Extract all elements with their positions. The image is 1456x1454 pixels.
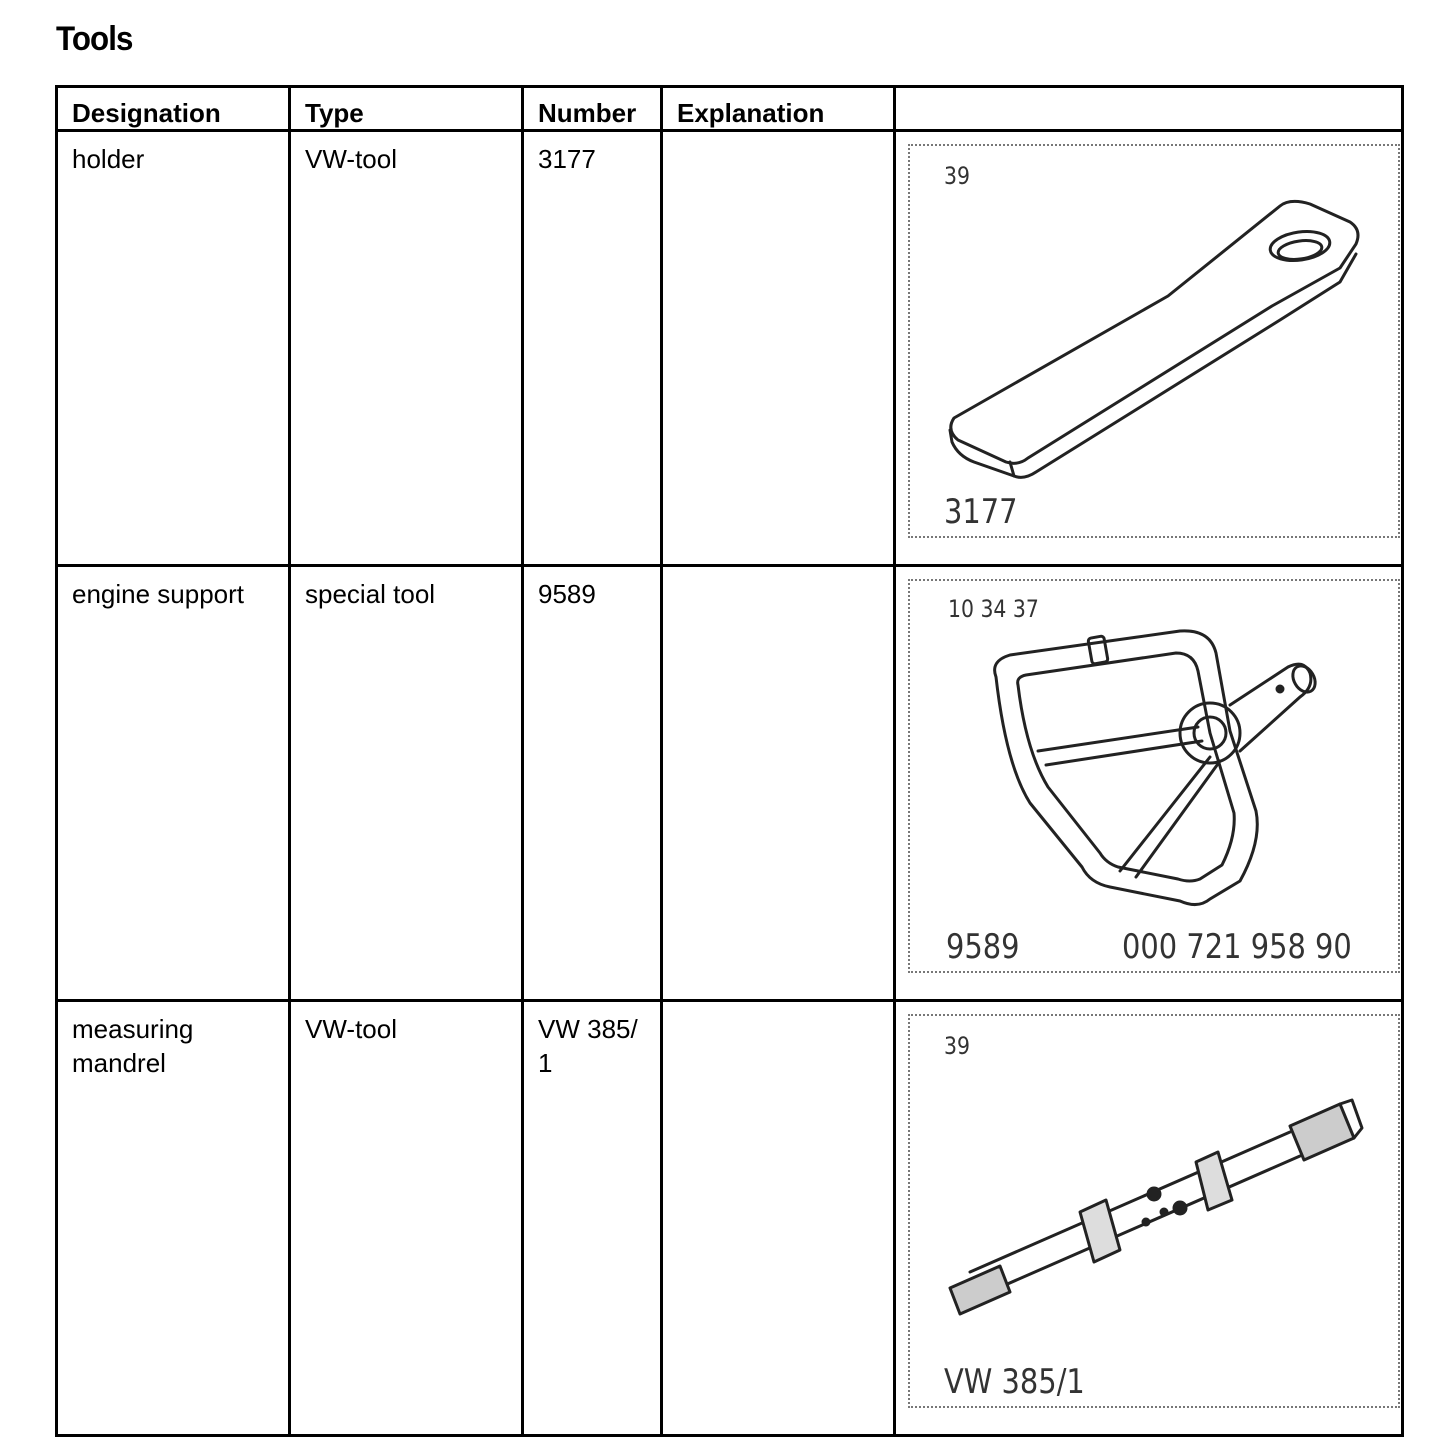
illustration-tool-number: VW 385/1 <box>944 1362 1085 1402</box>
cell-image <box>895 131 1403 566</box>
cell-type: special tool <box>290 566 523 1001</box>
page-title: Tools <box>56 20 133 58</box>
cell-explanation <box>662 131 895 566</box>
illustration-tool-number: 3177 <box>944 492 1018 532</box>
table-row <box>57 566 1403 1001</box>
column-header-number: Number <box>523 87 662 131</box>
tool-illustration <box>908 579 1400 973</box>
holder-bar-icon <box>910 146 1400 538</box>
measuring-mandrel-icon <box>910 1016 1400 1408</box>
cell-designation: measuring mandrel <box>57 1001 290 1436</box>
illustration-top-label: 10 34 37 <box>948 595 1039 623</box>
cell-explanation <box>662 1001 895 1436</box>
cell-explanation <box>662 566 895 1001</box>
engine-support-frame-icon <box>910 581 1400 973</box>
tools-table <box>55 85 1404 1437</box>
column-header-type: Type <box>290 87 523 131</box>
cell-image <box>895 1001 1403 1436</box>
cell-type: VW-tool <box>290 1001 523 1436</box>
table-row <box>57 1001 1403 1436</box>
cell-number: 3177 <box>523 131 662 566</box>
cell-type: VW-tool <box>290 131 523 566</box>
illustration-tool-number: 9589 <box>946 927 1020 967</box>
column-header-designation: Designation <box>57 87 290 131</box>
illustration-top-label: 39 <box>944 162 970 190</box>
column-header-explanation: Explanation <box>662 87 895 131</box>
cell-image <box>895 566 1403 1001</box>
tool-illustration <box>908 144 1400 538</box>
header-row <box>57 87 1403 131</box>
illustration-top-label: 39 <box>944 1032 970 1060</box>
cell-number: VW 385/ 1 <box>523 1001 662 1436</box>
table-row <box>57 131 1403 566</box>
column-header-image <box>895 87 1403 131</box>
illustration-part-number: 000 721 958 90 <box>1122 927 1352 967</box>
cell-designation: holder <box>57 131 290 566</box>
tool-illustration <box>908 1014 1400 1408</box>
cell-designation: engine support <box>57 566 290 1001</box>
cell-number: 9589 <box>523 566 662 1001</box>
